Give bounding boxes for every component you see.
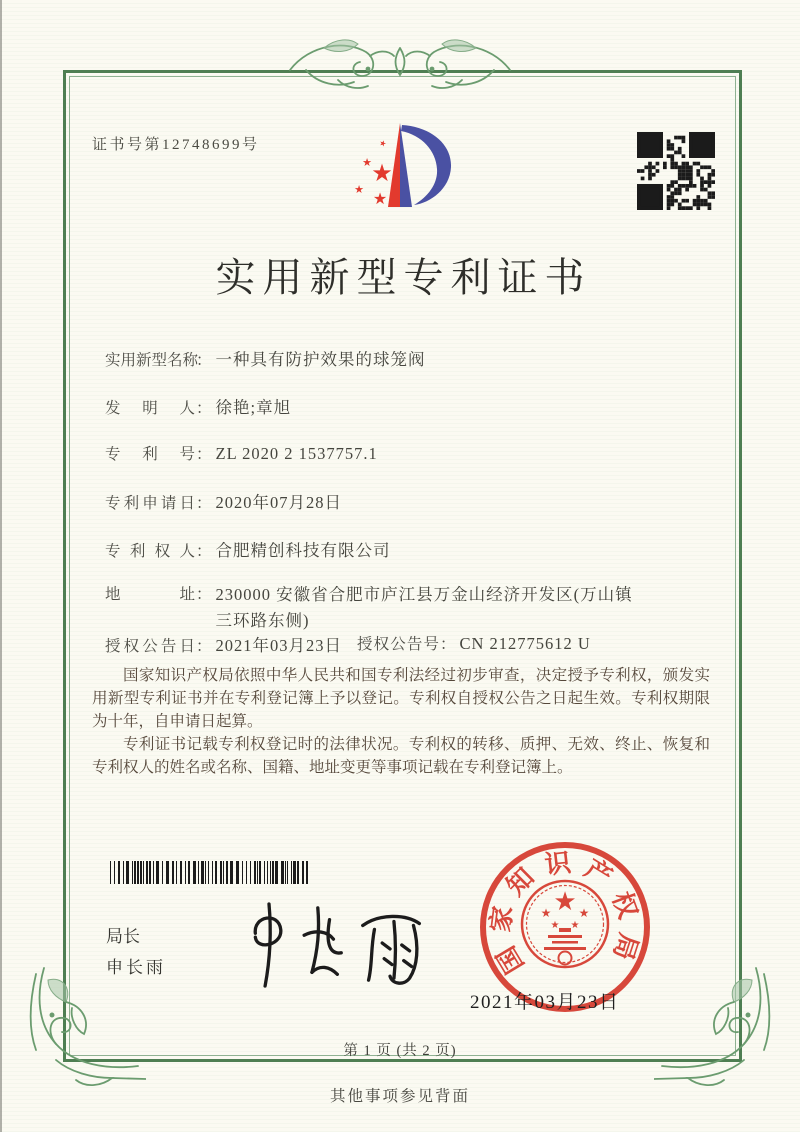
colon: ： [196, 586, 212, 603]
svg-text:国: 国 [491, 941, 530, 979]
colon: ： [196, 638, 212, 655]
svg-text:知: 知 [500, 862, 540, 902]
svg-text:★: ★ [553, 887, 577, 916]
field-value: 徐艳;章旭 [215, 398, 292, 417]
svg-text:家: 家 [485, 904, 519, 934]
field-label: 授权公告日 [105, 638, 195, 655]
field-label: 专利号 [105, 446, 195, 463]
seal-date: 2021年03月23日 [470, 992, 620, 1013]
colon: ： [196, 446, 212, 463]
field-row-filing-date [105, 489, 342, 513]
field-label: 专利申请日 [105, 495, 195, 512]
svg-text:★: ★ [362, 157, 372, 169]
svg-text:局: 局 [607, 929, 644, 964]
legal-paragraph-1: 国家知识产权局依照中华人民共和国专利法经过初步审查，决定授予专利权，颁发实用新型专利证书并在专利登记簿上予以登记。专利权自授权公告之日起生效。专利权期限为十年，自申请日起算。 [92, 667, 710, 730]
page-number: 第 1 页 (共 2 页) [343, 1043, 457, 1059]
svg-text:★: ★ [540, 906, 552, 920]
svg-text:识: 识 [543, 848, 573, 880]
svg-text:★: ★ [371, 161, 393, 187]
colon: ： [440, 636, 456, 653]
svg-text:产: 产 [579, 853, 618, 893]
colon: ： [196, 352, 212, 369]
field-row-patent-no [105, 442, 378, 464]
field-label: 专利权人 [105, 543, 195, 560]
colon: ： [196, 495, 212, 512]
colon: ： [196, 543, 212, 560]
colon: ： [196, 400, 212, 417]
svg-text:★: ★ [550, 920, 560, 931]
field-label: 发明人 [105, 400, 195, 417]
signer-title: 局长 [106, 927, 140, 946]
handwritten-signature-icon [228, 894, 433, 996]
legal-text [92, 664, 710, 779]
field-value: 2021年03月23日 [215, 636, 343, 655]
svg-text:★: ★ [372, 191, 388, 208]
field-row-address [105, 582, 634, 634]
field-row-grant [105, 632, 591, 656]
field-row-name [105, 346, 426, 370]
cnipa-logo-icon [335, 115, 475, 225]
field-value: 230000 安徽省合肥市庐江县万金山经济开发区(万山镇三环路东侧) [215, 585, 633, 630]
certificate-number: 证书号第12748699号 [92, 137, 260, 153]
qr-code-icon [637, 132, 715, 210]
field-label: 实用新型名称 [105, 352, 199, 369]
svg-text:权: 权 [606, 887, 643, 923]
field-label: 授权公告号 [357, 636, 439, 653]
field-value: ZL 2020 2 1537757.1 [215, 444, 378, 463]
field-label: 地址 [105, 586, 195, 603]
svg-text:★: ★ [570, 920, 580, 931]
field-row-inventor [105, 394, 291, 418]
signer-name: 申长雨 [106, 958, 166, 977]
svg-text:★: ★ [354, 184, 364, 196]
scan-edge-artifact [0, 0, 2, 1132]
field-value: 2020年07月28日 [215, 493, 343, 512]
field-row-patentee [105, 537, 391, 561]
svg-text:★: ★ [578, 906, 590, 920]
certificate-title: 实用新型专利证书 [215, 255, 592, 300]
field-value: 合肥精创科技有限公司 [215, 541, 391, 560]
legal-paragraph-2: 专利证书记载专利权登记时的法律状况。专利权的转移、质押、无效、终止、恢复和专利权人的姓名或名称、国籍、地址变更等事项记载在专利登记簿上。 [92, 736, 710, 776]
field-pair-grant-no [357, 632, 591, 654]
back-side-note: 其他事项参见背面 [329, 1088, 470, 1105]
field-value: CN 212775612 U [459, 634, 591, 653]
svg-text:★: ★ [378, 138, 388, 149]
barcode-icon [110, 861, 310, 884]
field-value: 一种具有防护效果的球笼阀 [215, 350, 426, 369]
